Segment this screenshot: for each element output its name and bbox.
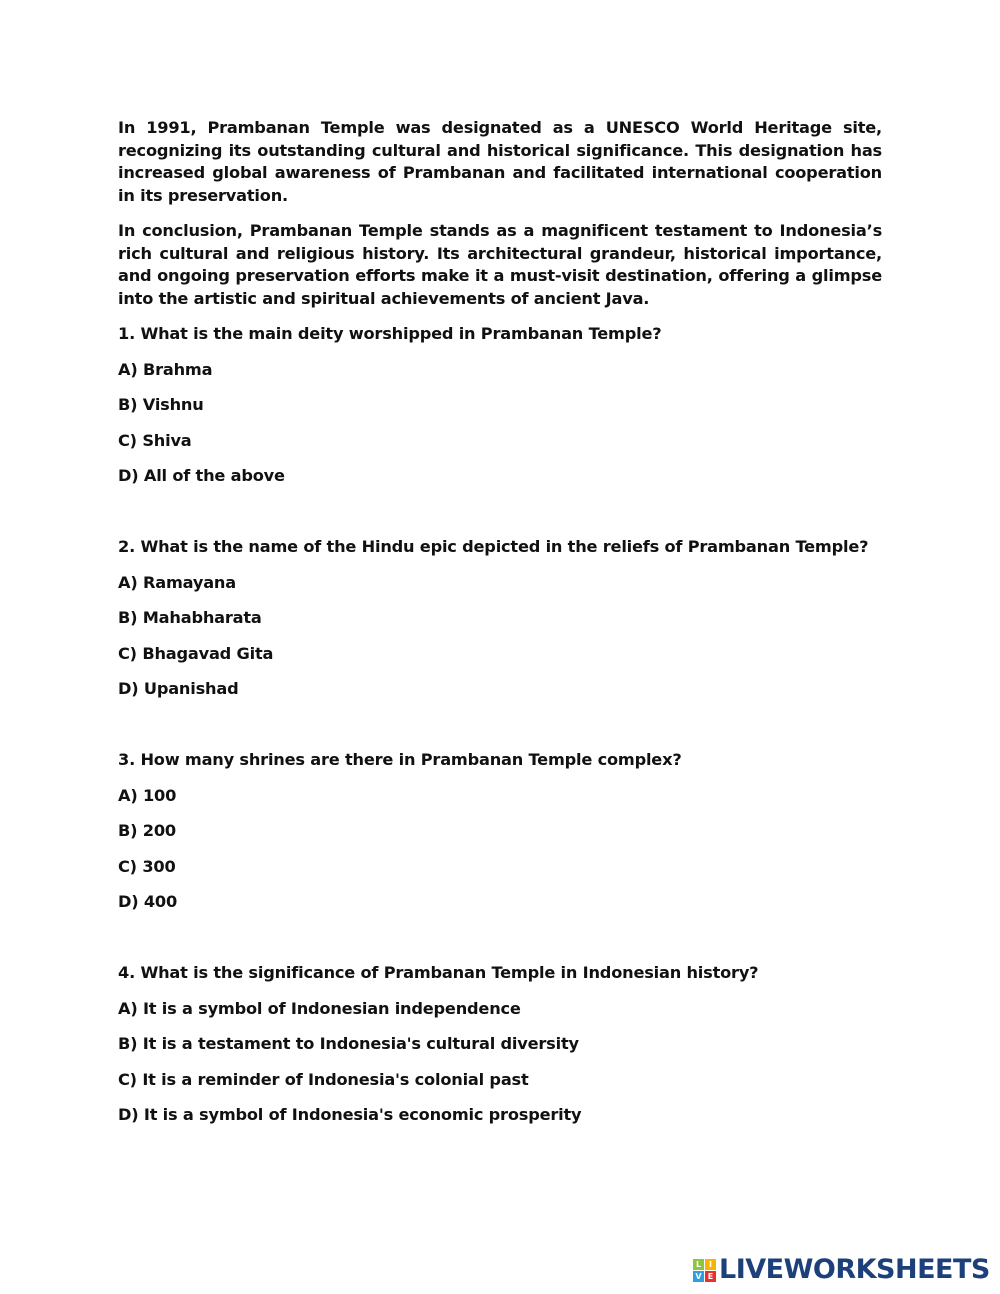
answer-option[interactable]: B) It is a testament to Indonesia's cultural diversity bbox=[118, 1034, 579, 1053]
answer-option[interactable]: D) All of the above bbox=[118, 466, 285, 485]
answer-option[interactable]: B) 200 bbox=[118, 821, 176, 840]
logo-tile: V bbox=[693, 1271, 704, 1282]
logo-tile: I bbox=[705, 1259, 716, 1270]
question-1: 1. What is the main deity worshipped in Prambanan Temple? bbox=[118, 324, 662, 343]
answer-option[interactable]: A) 100 bbox=[118, 785, 177, 805]
answer-option[interactable]: C) Bhagavad Gita bbox=[118, 643, 274, 663]
answer-option[interactable]: B) Mahabharata bbox=[118, 608, 262, 627]
answer-option[interactable]: A) Ramayana bbox=[118, 572, 236, 592]
answer-option[interactable]: D) Upanishad bbox=[118, 679, 239, 698]
question-4: 4. What is the significance of Prambanan Temple in Indonesian history? bbox=[118, 963, 759, 982]
paragraph-conclusion: In conclusion, Prambanan Temple stands as a magnificent testament to Indonesia’s rich cultural and religious history. Its architectural grandeur, historical importance, and ongoing preservation efforts make it a must-visit destination, offering a glimpse into the artistic and spiritual achievements of ancient Java. bbox=[118, 221, 882, 308]
paragraph-unesco: In 1991, Prambanan Temple was designated as a UNESCO World Heritage site, recognizing its outstanding cultural and historical significance. This designation has increased global awareness of Prambanan and facilitated international cooperation in its preservation. bbox=[118, 118, 882, 205]
answer-option[interactable]: C) It is a reminder of Indonesia's colonial past bbox=[118, 1069, 529, 1089]
answer-option[interactable]: D) 400 bbox=[118, 892, 178, 911]
question-3: 3. How many shrines are there in Prambanan Temple complex? bbox=[118, 750, 682, 769]
answer-option[interactable]: A) It is a symbol of Indonesian independence bbox=[118, 998, 521, 1018]
answer-option[interactable]: C) 300 bbox=[118, 856, 176, 876]
answer-option[interactable]: B) Vishnu bbox=[118, 395, 204, 414]
logo-text: LIVEWORKSHEETS bbox=[719, 1254, 990, 1285]
answer-option[interactable]: D) It is a symbol of Indonesia's economic prosperity bbox=[118, 1105, 582, 1124]
answer-option[interactable]: A) Brahma bbox=[118, 359, 213, 379]
logo-tile: E bbox=[705, 1271, 716, 1282]
liveworksheets-logo bbox=[693, 1256, 990, 1284]
question-2: 2. What is the name of the Hindu epic depicted in the reliefs of Prambanan Temple? bbox=[118, 537, 869, 556]
live-tiles-icon bbox=[693, 1259, 716, 1282]
answer-option[interactable]: C) Shiva bbox=[118, 430, 192, 450]
logo-tile: L bbox=[693, 1259, 704, 1270]
